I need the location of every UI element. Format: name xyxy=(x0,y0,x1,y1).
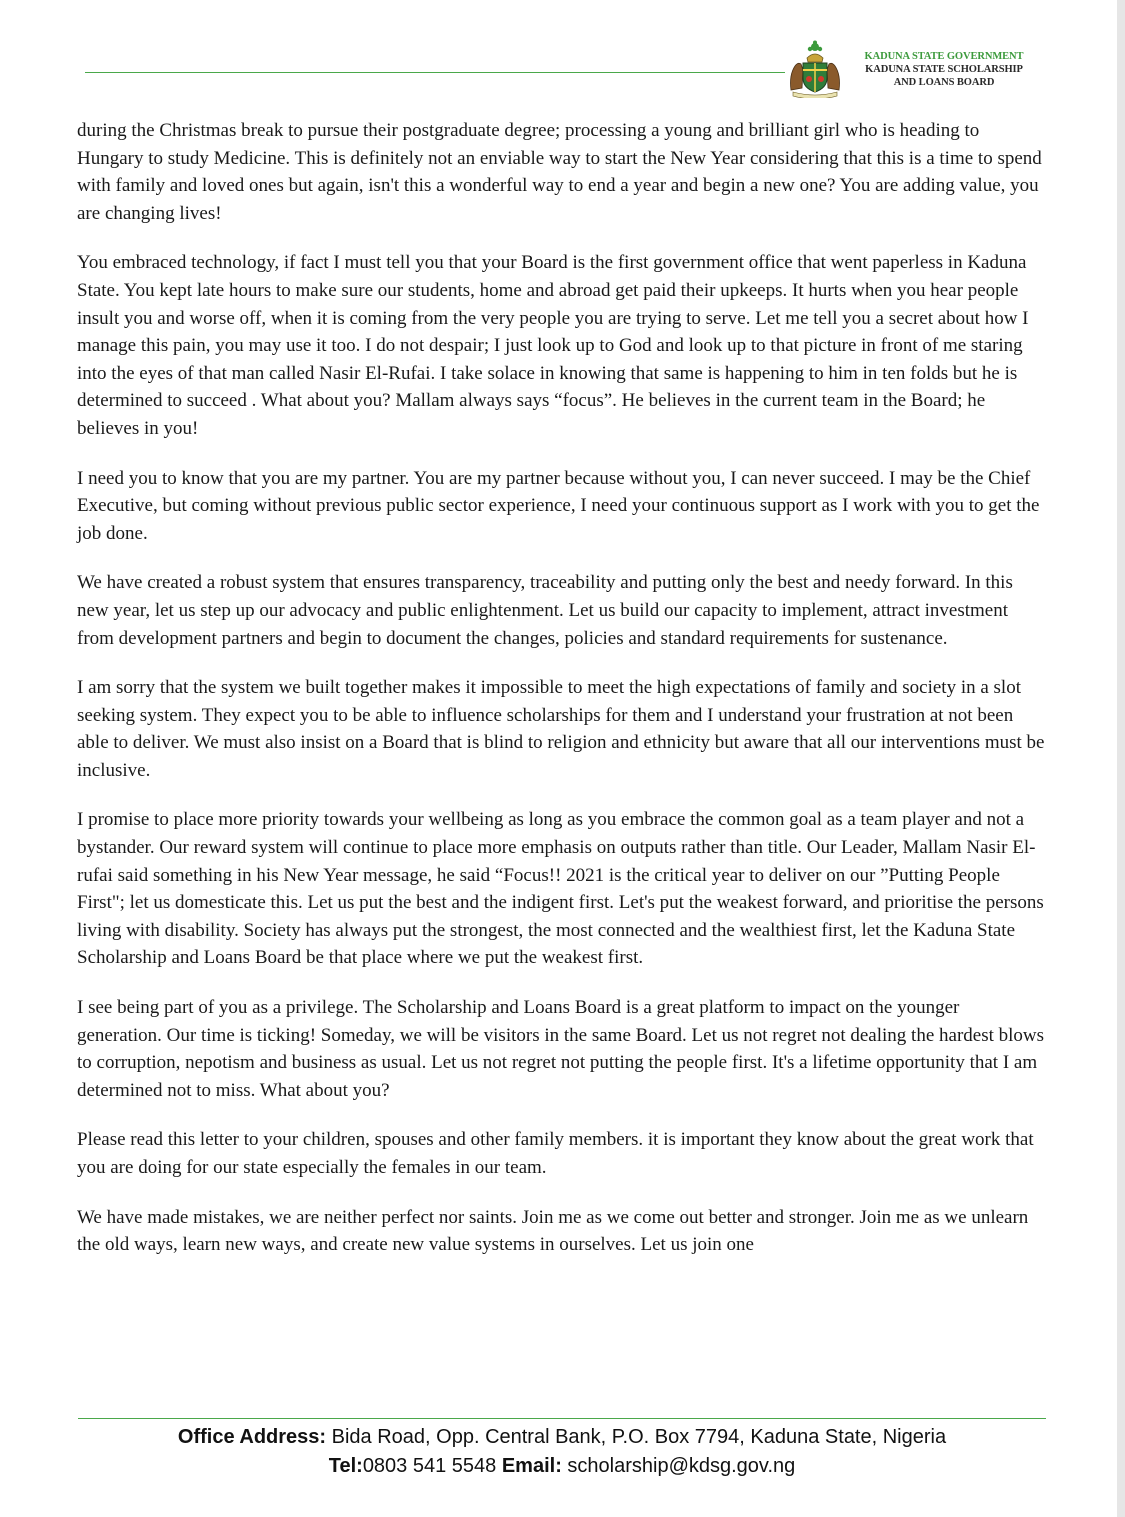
paragraph: We have created a robust system that ensures transparency, traceability and putting only the best and needy forward. In this new year, let us step up our advocacy and public enlightenment. Let us build our capacity to implement, attract investment from development partners and begin to document the changes, policies and standard requirements for sustenance. xyxy=(77,572,1013,649)
paragraph: I am sorry that the system we built together makes it impossible to meet the high expectations of family and society in a slot seeking system. They expect you to be able to influence scholarships for them and I understand your frustration at not been able to deliver. We must also insist on a Board that is blind to religion and ethnicity but aware that all our interventions must be inclusive. xyxy=(77,677,1045,781)
header-divider xyxy=(85,72,785,73)
footer-divider xyxy=(78,1418,1046,1419)
address-label: Office Address: xyxy=(177,1426,327,1448)
coat-of-arms-icon xyxy=(787,40,843,98)
letter-body xyxy=(77,117,1047,1281)
paragraph: Please read this letter to your children, spouses and other family members. it is important they know about the great work that you are doing for our state especially the females in our team. xyxy=(77,1129,1034,1178)
address-value: Bida Road, Opp. Central Bank, P.O. Box 7794, Kaduna State, Nigeria xyxy=(326,1426,947,1448)
paragraph: You embraced technology, if fact I must tell you that your Board is the first government office that went paperless in Kaduna State. You kept late hours to make sure our students, home and abroad get paid their upkeeps. It hurts when you hear people insult you and worse off, when it is coming from the very people you are trying to serve. Let me tell you a secret about how I manage this pain, you may use it too. I do not despair; I just look up to God and look up to that picture in front of me staring into the eyes of that man called Nasir El-Rufai. I take solace in knowing that same is happening to him in ten folds but he is determined to succeed . What about you? Mallam always says “focus”. He believes in the current team in the Board; he believes in you! xyxy=(77,252,1029,439)
footer xyxy=(78,1423,1046,1481)
tel-label: Tel: xyxy=(328,1455,363,1477)
tel-value: 0803 541 5548 xyxy=(362,1455,497,1477)
office-address-line xyxy=(78,1423,1046,1452)
email-value: scholarship@kdsg.gov.ng xyxy=(561,1455,796,1477)
paragraph: I need you to know that you are my partner. You are my partner because without you, I can never succeed. I may be the Chief Executive, but coming without previous public sector experience, I need your continuous support as I work with you to get the job done. xyxy=(77,467,1040,544)
paragraph: I promise to place more priority towards your wellbeing as long as you embrace the common goal as a team player and not a bystander. Our reward system will continue to place more emphasis on outputs rather than title. Our Leader, Mallam Nasir El-rufai said something in his New Year message, he said “Focus!! 2021 is the critical year to deliver on our ”Putting People First"; let us domesticate this. Let us put the best and the indigent first. Let's put the weakest forward, and prioritise the persons living with disability. Society has always put the strongest, the most connected and the wealthiest first, let the Kaduna State Scholarship and Loans Board be that place where we put the weakest first. xyxy=(77,809,1044,969)
paragraph: I see being part of you as a privilege. The Scholarship and Loans Board is a great platform to impact on the younger generation. Our time is ticking! Someday, we will be visitors in the same Board. Let us not regret not dealing the hardest blows to corruption, nepotism and business as usual. Let us not regret not putting the people first. It's a lifetime opportunity that I am determined not to miss. What about you? xyxy=(77,997,1045,1101)
paragraph: We have made mistakes, we are neither perfect nor saints. Join me as we come out better and stronger. Join me as we unlearn the old ways, learn new ways, and create new value systems in ourselves. Let us join one xyxy=(77,1206,1029,1256)
government-name: KADUNA STATE GOVERNMENT xyxy=(864,51,1024,62)
paragraph: during the Christmas break to pursue their postgraduate degree; processing a young and brilliant girl who is heading to Hungary to study Medicine. This is definitely not an enviable way to start the New Year considering that this is a time to spend with family and loved ones but again, isn't this a wonderful way to end a year and begin a new one? You are adding value, you are changing lives! xyxy=(77,120,1042,224)
board-name-line2: AND LOANS BOARD xyxy=(893,77,995,88)
email-label: Email: xyxy=(496,1455,562,1477)
organization-title xyxy=(846,50,1042,89)
board-name-line1: KADUNA STATE SCHOLARSHIP xyxy=(865,64,1023,75)
page-gutter xyxy=(1117,0,1125,1517)
contact-line xyxy=(78,1452,1046,1481)
